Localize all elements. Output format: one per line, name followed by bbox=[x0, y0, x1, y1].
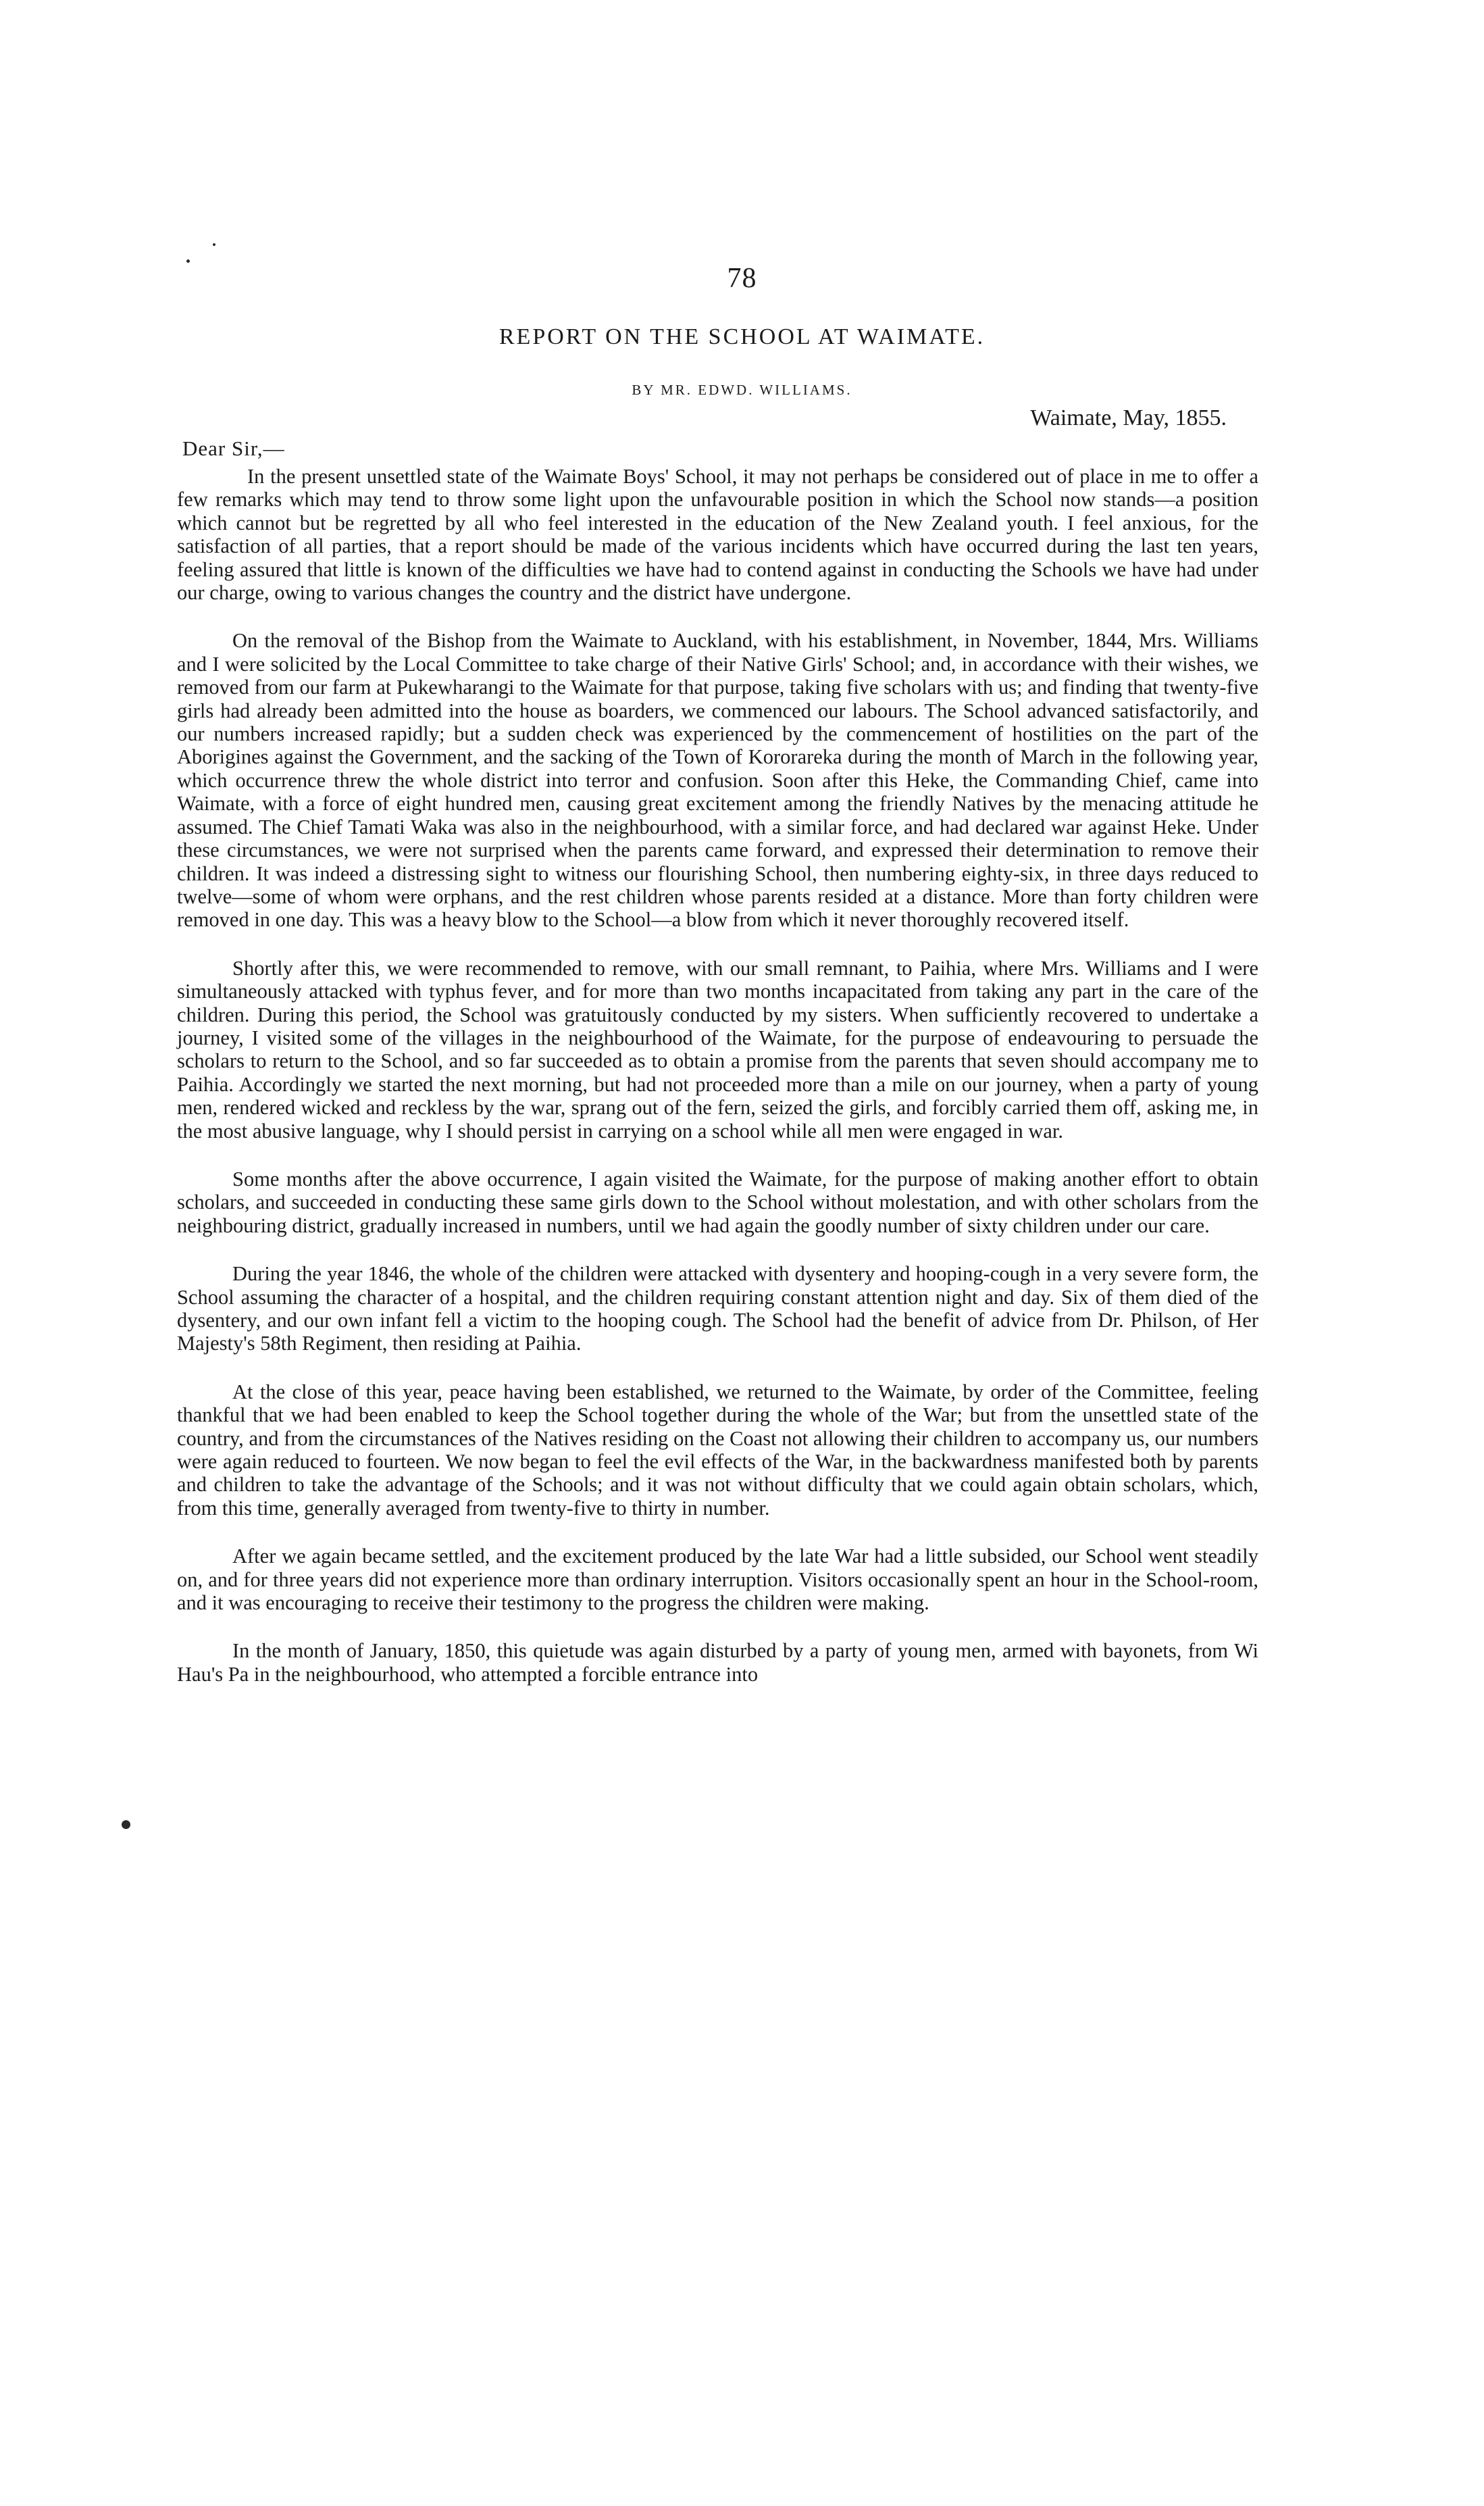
body-paragraph: At the close of this year, peace having been established, we returned to the Waimate, by order of the Committee, feeling thankful that we had been enabled to keep the School together during the whole of the War; but from the unsettled state of the country, and from the circumstances of the Natives residing on the Coast not allowing their children to accompany us, our numbers were again reduced to fourteen. We now began to feel the evil effects of the War, in the backwardness manifested both by parents and children to take the advantage of the Schools; and it was not without difficulty that we could again obtain scholars, which, from this time, generally averaged from twenty-five to thirty in number. bbox=[177, 1380, 1258, 1520]
page-number: 78 bbox=[727, 263, 757, 294]
body-paragraph: Some months after the above occurrence, I again visited the Waimate, for the purpose of making another effort to obtain scholars, and succeeded in conducting these same girls down to the School without molestation, and with other scholars from the neighbouring district, gradually increased in numbers, until we had again the goodly number of sixty children under our care. bbox=[177, 1167, 1258, 1237]
body-paragraph: After we again became settled, and the excitement produced by the late War had a little subsided, our School went steadily on, and for three years did not experience more than ordinary interruption. Visitors occasionally spent an hour in the School-room, and it was encouraging to receive their testimony to the progress the children were making. bbox=[177, 1545, 1258, 1615]
body-paragraph: On the removal of the Bishop from the Waimate to Auckland, with his establishment, in November, 1844, Mrs. Williams and I were solicited by the Local Committee to take charge of their Native Girls' School; and, in accordance with their wishes, we removed from our farm at Pukewharangi to the Waimate for that purpose, taking five scholars with us; and finding that twenty-five girls had already been admitted into the house as boarders, we commenced our labours. The School advanced satisfactorily, and our numbers increased rapidly; but a sudden check was experienced by the commencement of hostilities on the part of the Aborigines against the Government, and the sacking of the Town of Kororareka during the month of March in the following year, which occurrence threw the whole district into terror and confusion. Soon after this Heke, the Commanding Chief, came into Waimate, with a force of eight hundred men, causing great excitement among the friendly Natives by the menacing attitude he assumed. The Chief Tamati Waka was also in the neighbourhood, with a similar force, and had declared war against Heke. Under these circumstances, we were not surprised when the parents came forward, and expressed their determination to remove their children. It was indeed a distressing sight to witness our flourishing School, then numbering eighty-six, in three days reduced to twelve—some of whom were orphans, and the rest children whose parents resided at a distance. More than forty children were removed in one day. This was a heavy blow to the School—a blow from which it never thoroughly recovered itself. bbox=[177, 629, 1258, 932]
body-paragraph: In the month of January, 1850, this quietude was again disturbed by a party of young men, armed with bayonets, from Wi Hau's Pa in the neighbourhood, who attempted a forcible entrance into bbox=[177, 1639, 1258, 1686]
body-paragraph: During the year 1846, the whole of the children were attacked with dysentery and hooping-cough in a very severe form, the School assuming the character of a hospital, and the children requiring constant attention night and day. Six of them died of the dysentery, and our own infant fell a victim to the hooping cough. The School had the benefit of advice from Dr. Philson, of Her Majesty's 58th Regiment, then residing at Paihia. bbox=[177, 1262, 1258, 1355]
body-paragraph: Shortly after this, we were recommended to remove, with our small remnant, to Paihia, where Mrs. Williams and I were simultaneously attacked with typhus fever, and for more than two months incapacitated from taking any part in the care of the children. During this period, the School was gratuitously conducted by my sisters. When sufficiently recovered to undertake a journey, I visited some of the villages in the neighbourhood of the Waimate, for the purpose of endeavouring to persuade the scholars to return to the School, and so far succeeded as to obtain a promise from the parents that seven should accompany me to Paihia. Accordingly we started the next morning, but had not proceeded more than a mile on our journey, when a party of young men, rendered wicked and reckless by the war, sprang out of the fern, seized the girls, and forcibly carried them off, asking me, in the most abusive language, why I should persist in carrying on a school while all men were engaged in war. bbox=[177, 956, 1258, 1143]
report-title: REPORT ON THE SCHOOL AT WAIMATE. bbox=[498, 324, 986, 349]
letter-dateline: Waimate, May, 1855. bbox=[1030, 405, 1227, 430]
letter-body bbox=[177, 465, 1258, 1711]
ink-speck bbox=[213, 243, 215, 246]
ink-speck bbox=[122, 1820, 130, 1829]
body-paragraph: In the present unsettled state of the Waimate Boys' School, it may not perhaps be considered out of place in me to offer a few remarks which may tend to throw some light upon the unfavourable position in which the School now stands—a position which cannot but be regretted by all who feel interested in the education of the New Zealand youth. I feel anxious, for the satisfaction of all parties, that a report should be made of the various incidents which have occurred during the last ten years, feeling assured that little is known of the difficulties we have had to contend against in conducting the Schools we have had under our charge, owing to various changes the country and the district have undergone. bbox=[177, 465, 1258, 605]
author-byline: BY MR. EDWD. WILLIAMS. bbox=[632, 382, 852, 398]
letter-salutation: Dear Sir,— bbox=[182, 436, 285, 460]
